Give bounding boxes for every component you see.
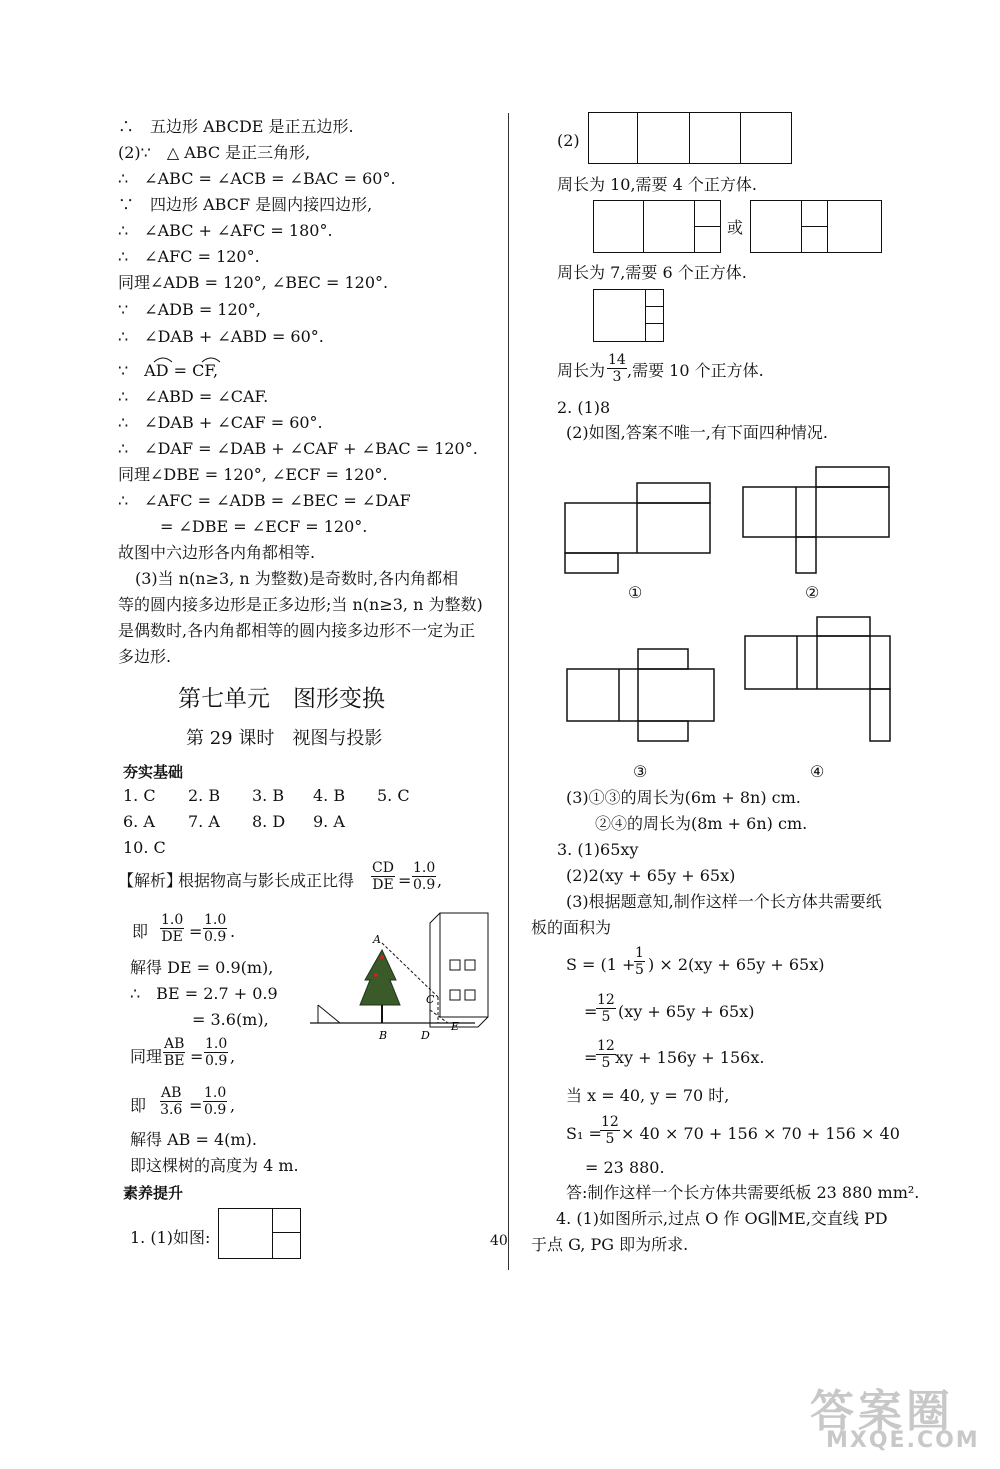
text-line: 周长为 xyxy=(557,361,606,380)
text-line: (3)①③的周长为(6m + 8n) cm. xyxy=(566,788,801,807)
figure-top-view xyxy=(218,1208,301,1259)
text-line: 当 x = 40, y = 70 时, xyxy=(566,1086,730,1105)
text-line: (2)如图,答案不唯一,有下面四种情况. xyxy=(566,423,828,442)
equation: (xy + 65y + 65x) xyxy=(618,1002,755,1021)
text-line: (2)2(xy + 65y + 65x) xyxy=(566,866,736,885)
equation: ) × 2(xy + 65y + 65x) xyxy=(648,955,825,974)
text-line: ∵ 四边形 ABCF 是圆内接四边形, xyxy=(118,195,373,214)
fraction: $\frac{AB}{3.6}$ xyxy=(160,1085,183,1118)
text-line: = ∠DBE = ∠ECF = 120°. xyxy=(160,517,368,536)
text-line: 周长为 10,需要 4 个正方体. xyxy=(557,175,757,194)
text-line: 1. (1)如图: xyxy=(130,1228,211,1247)
answer: 4. B xyxy=(313,786,346,805)
text-line: 同理∠ADB = 120°, ∠BEC = 120°. xyxy=(118,273,389,292)
fraction: $\frac{CD}{DE}$ xyxy=(372,860,394,893)
text-line: 3. (1)65xy xyxy=(557,840,639,859)
svg-text:A: A xyxy=(373,933,381,946)
figure-label: ② xyxy=(805,583,820,602)
text-line: 多边形. xyxy=(118,647,172,666)
text-line: ∴ 五边形 ABCDE 是正五边形. xyxy=(118,117,354,136)
net-4 xyxy=(742,614,894,744)
watermark-logo: 答案圈 xyxy=(810,1386,954,1437)
text-line: (2)∵ △ ABC 是正三角形, xyxy=(118,143,311,162)
net-3 xyxy=(564,646,719,744)
text-line: ,需要 10 个正方体. xyxy=(627,361,764,380)
section-heading: 素养提升 xyxy=(123,1184,184,1202)
equation: × 40 × 70 + 156 × 70 + 156 × 40 xyxy=(621,1124,900,1143)
equation: S = (1 + xyxy=(566,955,636,974)
text-line: 4. (1)如图所示,过点 O 作 OG∥ME,交直线 PD xyxy=(556,1209,888,1228)
text-line: 同理∠DBE = 120°, ∠ECF = 120°. xyxy=(118,465,388,484)
answer: 7. A xyxy=(188,812,220,831)
svg-text:E: E xyxy=(451,1020,460,1033)
svg-text:C: C xyxy=(426,993,435,1006)
text-line: 于点 G, PG 即为所求. xyxy=(531,1235,689,1254)
lesson-title: 第 29 课时 视图与投影 xyxy=(186,728,383,749)
fraction: $\frac{1.0}{0.9}$ xyxy=(204,912,227,945)
text-line: ∴ ∠ABC + ∠AFC = 180°. xyxy=(118,221,333,240)
answer: 5. C xyxy=(377,786,410,805)
answer: 8. D xyxy=(252,812,286,831)
watermark-url: MXQE.COM xyxy=(826,1428,980,1453)
text-line: ∴ ∠ABD = ∠CAF. xyxy=(118,387,269,406)
text-line: 解得 DE = 0.9(m), xyxy=(130,958,274,977)
unit-title: 第七单元 图形变换 xyxy=(178,686,385,712)
answer: 9. A xyxy=(313,812,345,831)
answer: 2. B xyxy=(188,786,221,805)
text-line: 即 xyxy=(130,1096,147,1115)
text-line: 同理 xyxy=(130,1047,163,1066)
equation: xy + 156y + 156x. xyxy=(615,1048,765,1067)
text-line: 是偶数时,各内角都相等的圆内接多边形不一定为正 xyxy=(118,621,476,640)
svg-text:D: D xyxy=(421,1029,430,1042)
text-line: (2) xyxy=(557,131,580,150)
text-line: (3)当 n(n≥3, n 为整数)是奇数时,各内角都相 xyxy=(135,569,459,588)
equation: S₁ = xyxy=(566,1124,602,1143)
text-line: 周长为 7,需要 6 个正方体. xyxy=(557,263,747,282)
page-number: 40 xyxy=(490,1233,508,1249)
fraction: $\frac{12}{5}$ xyxy=(597,992,615,1025)
text-line: 2. (1)8 xyxy=(557,398,611,417)
text-line: ∴ ∠AFC = 120°. xyxy=(118,247,260,266)
fraction: $\frac{1.0}{0.9}$ xyxy=(205,1036,228,1069)
fraction: $\frac{AB}{BE}$ xyxy=(163,1036,185,1069)
net-1 xyxy=(562,480,717,578)
answer: 3. B xyxy=(252,786,285,805)
answer: 6. A xyxy=(123,812,155,831)
fraction: $\frac{1.0}{0.9}$ xyxy=(413,860,436,893)
fraction: $\frac{12}{5}$ xyxy=(597,1038,615,1071)
text-line: ∴ ∠AFC = ∠ADB = ∠BEC = ∠DAF xyxy=(118,491,411,510)
shadow-figure xyxy=(310,905,495,1045)
jiexi-text: 根据物高与影长成正比得 xyxy=(178,871,355,890)
text-line: ∴ ∠DAB + ∠CAF = 60°. xyxy=(118,413,323,432)
text-line: ②④的周长为(8m + 6n) cm. xyxy=(595,814,808,833)
text-line: ∴ ∠DAB + ∠ABD = 60°. xyxy=(118,327,324,346)
text-line: ∴ ∠ABC = ∠ACB = ∠BAC = 60°. xyxy=(118,169,396,188)
jiexi-label: 【解析】 xyxy=(118,871,183,890)
text-line: 即这棵树的高度为 4 m. xyxy=(130,1156,299,1175)
net-2 xyxy=(740,464,892,576)
text-line: 板的面积为 xyxy=(531,918,612,937)
svg-text:B: B xyxy=(379,1029,388,1042)
text-line: ∵ ∠ADB = 120°, xyxy=(118,300,261,319)
text-line: 等的圆内接多边形是正多边形;当 n(n≥3, n 为整数) xyxy=(118,595,483,614)
section-heading: 夯实基础 xyxy=(123,763,184,781)
text-line: = 3.6(m), xyxy=(192,1010,269,1029)
fraction: $\frac{14}{3}$ xyxy=(608,352,626,385)
figure-row-4 xyxy=(588,112,792,164)
figure-label: ④ xyxy=(810,762,825,781)
text-line: 即 xyxy=(132,922,149,941)
column-divider xyxy=(508,113,509,1270)
arc-marks xyxy=(150,354,240,364)
fraction: $\frac{12}{5}$ xyxy=(601,1114,619,1147)
text-line: ∴ ∠DAF = ∠DAB + ∠CAF + ∠BAC = 120°. xyxy=(118,439,478,458)
tree-icon xyxy=(360,950,400,1005)
figure-c xyxy=(593,289,664,342)
text-line: 答:制作这样一个长方体共需要纸板 23 880 mm². xyxy=(566,1183,920,1202)
text-line: 解得 AB = 4(m). xyxy=(130,1130,257,1149)
figure-label: ③ xyxy=(633,762,648,781)
answer: 10. C xyxy=(123,838,166,857)
text-line: ∵ AD = CF, xyxy=(118,361,219,380)
text-line: (3)根据题意知,制作这样一个长方体共需要纸 xyxy=(566,892,882,911)
equation: = 23 880. xyxy=(585,1158,665,1177)
fraction: $\frac{1.0}{0.9}$ xyxy=(204,1085,227,1118)
or-text: 或 xyxy=(727,218,744,237)
text-line: 故图中六边形各内角都相等. xyxy=(118,543,316,562)
answer: 1. C xyxy=(123,786,156,805)
fraction: $\frac{1}{5}$ xyxy=(635,945,644,978)
figure-label: ① xyxy=(628,583,643,602)
fraction: $\frac{1.0}{DE}$ xyxy=(161,912,184,945)
text-line: ∴ BE = 2.7 + 0.9 xyxy=(130,984,278,1003)
